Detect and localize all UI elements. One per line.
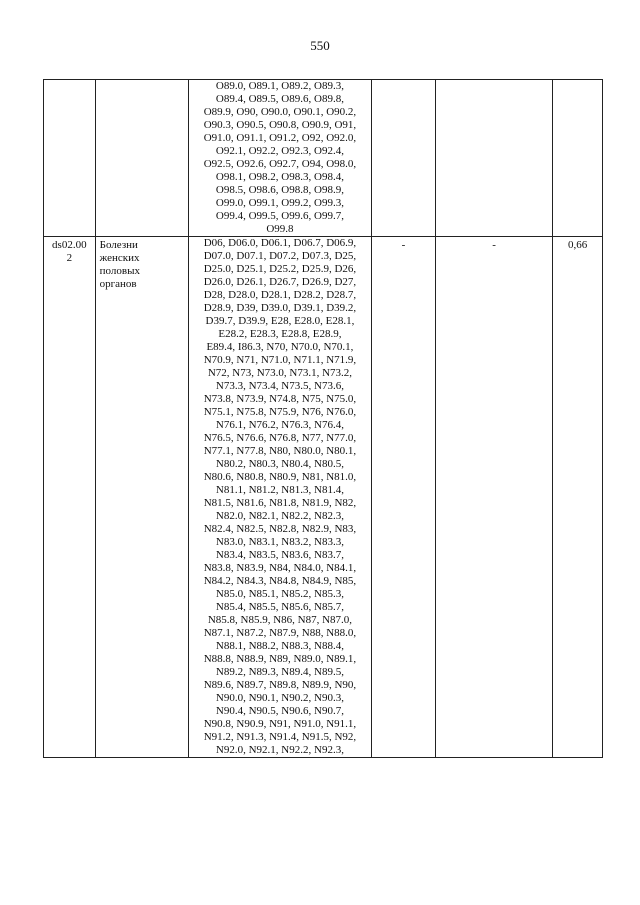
- icd-code-line: N80.6, N80.8, N80.9, N81, N81.0,: [203, 471, 357, 483]
- icd-code-list: [189, 80, 371, 236]
- icd-code-line: N83.0, N83.1, N83.2, N83.3,: [215, 536, 344, 548]
- icd-code-line: N90.8, N90.9, N91, N91.0, N91.1,: [203, 718, 357, 730]
- icd-code-line: N84.2, N84.3, N84.8, N84.9, N85,: [203, 575, 357, 587]
- icd-code-line: N76.1, N76.2, N76.3, N76.4,: [215, 419, 344, 431]
- icd-code-line: N89.6, N89.7, N89.8, N89.9, N90,: [203, 679, 357, 691]
- icd-code-line: O98.5, O98.6, O98.8, O98.9,: [215, 184, 344, 196]
- page-number: 550: [310, 38, 330, 53]
- icd-code-line: N92.0, N92.1, N92.2, N92.3,: [215, 744, 344, 756]
- icd-code-line: D26.0, D26.1, D26.7, D26.9, D27,: [203, 276, 357, 288]
- row-coefficient: 0,66: [568, 239, 588, 251]
- row-name-line: Болезни: [99, 239, 138, 251]
- tariff-table: [43, 79, 603, 758]
- icd-code-line: D07.0, D07.1, D07.2, D07.3, D25,: [203, 250, 357, 262]
- row-value-a-cell: [372, 237, 436, 758]
- row-value-b-cell: [435, 237, 552, 758]
- row-coefficient-cell: [553, 80, 603, 237]
- row-code-line: ds02.00: [52, 239, 87, 251]
- icd-code-line: N88.1, N88.2, N88.3, N88.4,: [215, 640, 344, 652]
- icd-code-line: D06, D06.0, D06.1, D06.7, D06.9,: [203, 237, 357, 249]
- icd-code-line: N82.0, N82.1, N82.2, N82.3,: [215, 510, 344, 522]
- icd-code-line: O89.4, O89.5, O89.6, O89.8,: [215, 93, 344, 105]
- icd-code-line: N89.2, N89.3, N89.4, N89.5,: [215, 666, 344, 678]
- table-row: [44, 237, 603, 758]
- icd-code-line: N81.1, N81.2, N81.3, N81.4,: [215, 484, 344, 496]
- icd-code-line: O89.0, O89.1, O89.2, O89.3,: [215, 80, 344, 92]
- icd-code-line: N80.2, N80.3, N80.4, N80.5,: [215, 458, 344, 470]
- row-value-a-cell: [372, 80, 436, 237]
- icd-code-line: N87.1, N87.2, N87.9, N88, N88.0,: [203, 627, 357, 639]
- icd-code-line: N82.4, N82.5, N82.8, N82.9, N83,: [203, 523, 357, 535]
- row-name-line: половых: [99, 265, 140, 277]
- icd-code-line: N85.4, N85.5, N85.6, N85.7,: [215, 601, 344, 613]
- icd-code-line: O98.1, O98.2, O98.3, O98.4,: [215, 171, 344, 183]
- icd-code-line: D28, D28.0, D28.1, D28.2, D28.7,: [203, 289, 357, 301]
- icd-code-line: D25.0, D25.1, D25.2, D25.9, D26,: [203, 263, 357, 275]
- icd-code-line: N76.5, N76.6, N76.8, N77, N77.0,: [203, 432, 357, 444]
- icd-code-line: N88.8, N88.9, N89, N89.0, N89.1,: [203, 653, 357, 665]
- row-name-cell: [95, 237, 188, 758]
- row-name-cell: [95, 80, 188, 237]
- icd-code-line: N83.8, N83.9, N84, N84.0, N84.1,: [203, 562, 357, 574]
- icd-code-line: N75.1, N75.8, N75.9, N76, N76.0,: [203, 406, 357, 418]
- icd-code-line: O89.9, O90, O90.0, O90.1, O90.2,: [203, 106, 357, 118]
- icd-code-line: O91.0, O91.1, O91.2, O92, O92.0,: [203, 132, 357, 144]
- row-value-b: -: [492, 239, 496, 251]
- icd-code-line: N91.2, N91.3, N91.4, N91.5, N92,: [203, 731, 357, 743]
- icd-code-line: N73.8, N73.9, N74.8, N75, N75.0,: [203, 393, 357, 405]
- icd-code-line: E89.4, I86.3, N70, N70.0, N70.1,: [206, 341, 354, 353]
- icd-code-line: N85.0, N85.1, N85.2, N85.3,: [215, 588, 344, 600]
- icd-code-line: O99.0, O99.1, O99.2, O99.3,: [215, 197, 344, 209]
- row-value-b-cell: [435, 80, 552, 237]
- row-code-cell: [44, 237, 96, 758]
- icd-code-line: N85.8, N85.9, N86, N87, N87.0,: [207, 614, 353, 626]
- icd-codes-cell: [188, 237, 371, 758]
- row-code-cell: [44, 80, 96, 237]
- icd-code-line: N81.5, N81.6, N81.8, N81.9, N82,: [203, 497, 357, 509]
- icd-code-line: D39.7, D39.9, E28, E28.0, E28.1,: [205, 315, 355, 327]
- icd-code-line: O92.1, O92.2, O92.3, O92.4,: [215, 145, 344, 157]
- row-name-line: женских: [99, 252, 140, 264]
- row-value-a: -: [401, 239, 406, 251]
- icd-code-line: N77.1, N77.8, N80, N80.0, N80.1,: [203, 445, 357, 457]
- icd-code-line: O99.4, O99.5, O99.6, O99.7,: [215, 210, 344, 222]
- icd-code-line: O90.3, O90.5, O90.8, O90.9, O91,: [203, 119, 357, 131]
- icd-code-line: N90.0, N90.1, N90.2, N90.3,: [215, 692, 344, 704]
- row-coefficient-cell: [553, 237, 603, 758]
- icd-code-line: D28.9, D39, D39.0, D39.1, D39.2,: [203, 302, 357, 314]
- row-name-line: органов: [99, 278, 137, 290]
- icd-code-list: [189, 237, 371, 757]
- icd-code-line: N90.4, N90.5, N90.6, N90.7,: [215, 705, 344, 717]
- icd-code-line: N73.3, N73.4, N73.5, N73.6,: [215, 380, 344, 392]
- icd-code-line: E28.2, E28.3, E28.8, E28.9,: [218, 328, 342, 340]
- icd-code-line: N70.9, N71, N71.0, N71.1, N71.9,: [203, 354, 357, 366]
- icd-code-line: O92.5, O92.6, O92.7, O94, O98.0,: [203, 158, 357, 170]
- table-row: [44, 80, 603, 237]
- icd-codes-cell: [188, 80, 371, 237]
- row-code-line: 2: [66, 252, 73, 264]
- icd-code-line: O99.8: [266, 223, 294, 235]
- icd-code-line: N83.4, N83.5, N83.6, N83.7,: [215, 549, 344, 561]
- icd-code-line: N72, N73, N73.0, N73.1, N73.2,: [207, 367, 353, 379]
